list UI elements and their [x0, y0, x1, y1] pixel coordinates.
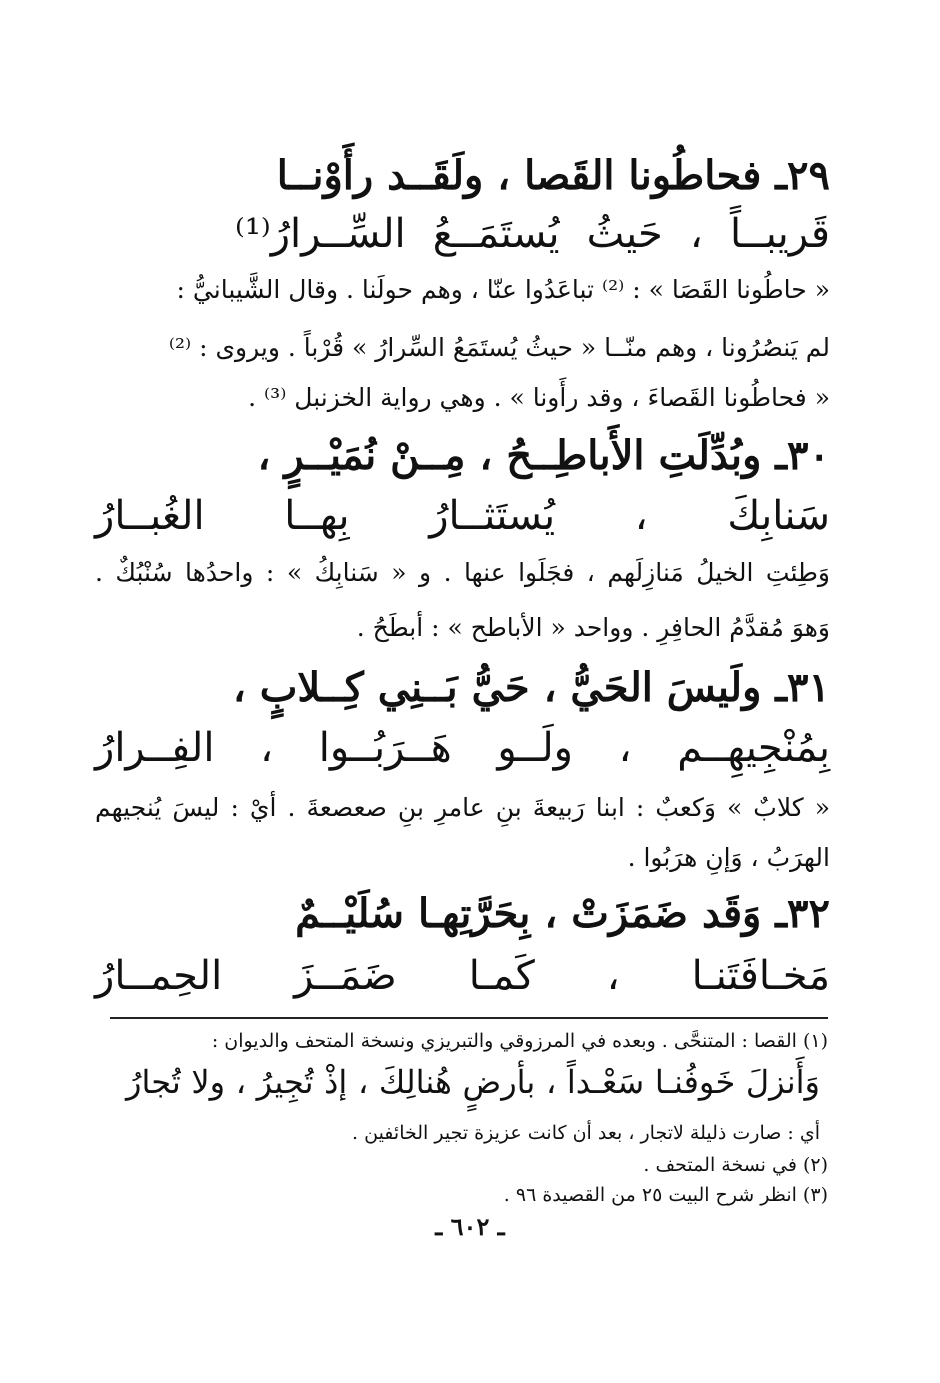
footnote-3: (٣) انظر شرح البيت ٢٥ من القصيدة ٩٦ . [503, 1184, 828, 1206]
commentary-29-line-3: « فحاطُونا القَصاءَ ، وقد رأَونا » . وهي رواية الخزنبل ⁽³⁾ . [248, 383, 830, 412]
footnote-1: (١) القصا : المتنحَّى . وبعده في المرزوقي والتبريزي ونسخة المتحف والديوان : [211, 1030, 828, 1052]
verse-31-second-hemistich: بِمُنْجِيهِــم ، ولَــو هَــرَبُــوا ، الفِــرارُ [95, 725, 830, 771]
footnote-1-explanation: أي : صارت ذليلة لاتجار ، بعد أن كانت عزيزة تجير الخائفين . [352, 1122, 820, 1144]
footnote-1-verse: وَأَنزلَ خَوفُنـا سَعْـداً ، بأرضٍ هُنالِكَ ، إذْ تُجِيرُ ، ولا تُجارُ [126, 1063, 820, 1101]
commentary-29-line-1: « حاطُونا القَصَا » : ⁽²⁾ تباعَدُوا عنّا ، وهم حولَنا . وقال الشَّيبانيُّ : [176, 275, 830, 304]
page-number: ـ ٦٠٢ ـ [435, 1212, 505, 1241]
commentary-30-line-2: وَهوَ مُقدَّمُ الحافِرِ . وواحد « الأباطح » : أبطَحُ . [356, 613, 830, 642]
footnote-2: (٢) في نسخة المتحف . [643, 1154, 828, 1176]
footnote-separator [110, 1017, 828, 1019]
commentary-29-line-2: لم يَنصُرُونا ، وهم منّــا « حيثُ يُستَمَعُ السِّرارُ » قُرْباً . ويروى : ⁽²⁾ [168, 333, 830, 362]
verse-29-first-hemistich: ٢٩ـ فحاطُونا القَصا ، ولَقَــد رأَوْنــا [276, 152, 830, 199]
commentary-31-line-1: « كلابٌ » وَكعبٌ : ابنا رَبيعةَ بنِ عامرِ بنِ صعصعةَ . أيْ : ليسَ يُنجيهم [95, 793, 830, 822]
verse-30-second-hemistich: سَنابِكَ ، يُستَثــارُ بِهــا الغُبــارُ [95, 493, 830, 539]
verse-30-first-hemistich: ٣٠ـ وبُدِّلَتِ الأَباطِــحُ ، مِــنْ نُمَيْــرٍ ، [257, 432, 830, 479]
verse-32-first-hemistich: ٣٢ـ وَقَد ضَمَزَتْ ، بِحَرَّتِهـا سُلَيْــمٌ [295, 890, 830, 937]
commentary-30-line-1: وَطِئتِ الخيلُ مَنازِلَهم ، فجَلَوا عنها . و « سَنابِكُ » : واحدُها سُنْبُكٌ . [95, 558, 830, 587]
verse-31-first-hemistich: ٣١ـ ولَيسَ الحَيُّ ، حَيُّ بَــنِي كِــلابٍ ، [232, 664, 830, 711]
commentary-31-line-2: الهرَبُ ، وَإنِ هرَبُوا . [627, 843, 830, 872]
verse-32-second-hemistich: مَخـافَتَنـا ، كَمـا ضَمَــزَ الحِمــارُ [95, 953, 830, 999]
verse-29-second-hemistich: قَريبــاً ، حَيثُ يُستَمَــعُ السِّــرارُ⁽¹⁾ [235, 211, 830, 257]
